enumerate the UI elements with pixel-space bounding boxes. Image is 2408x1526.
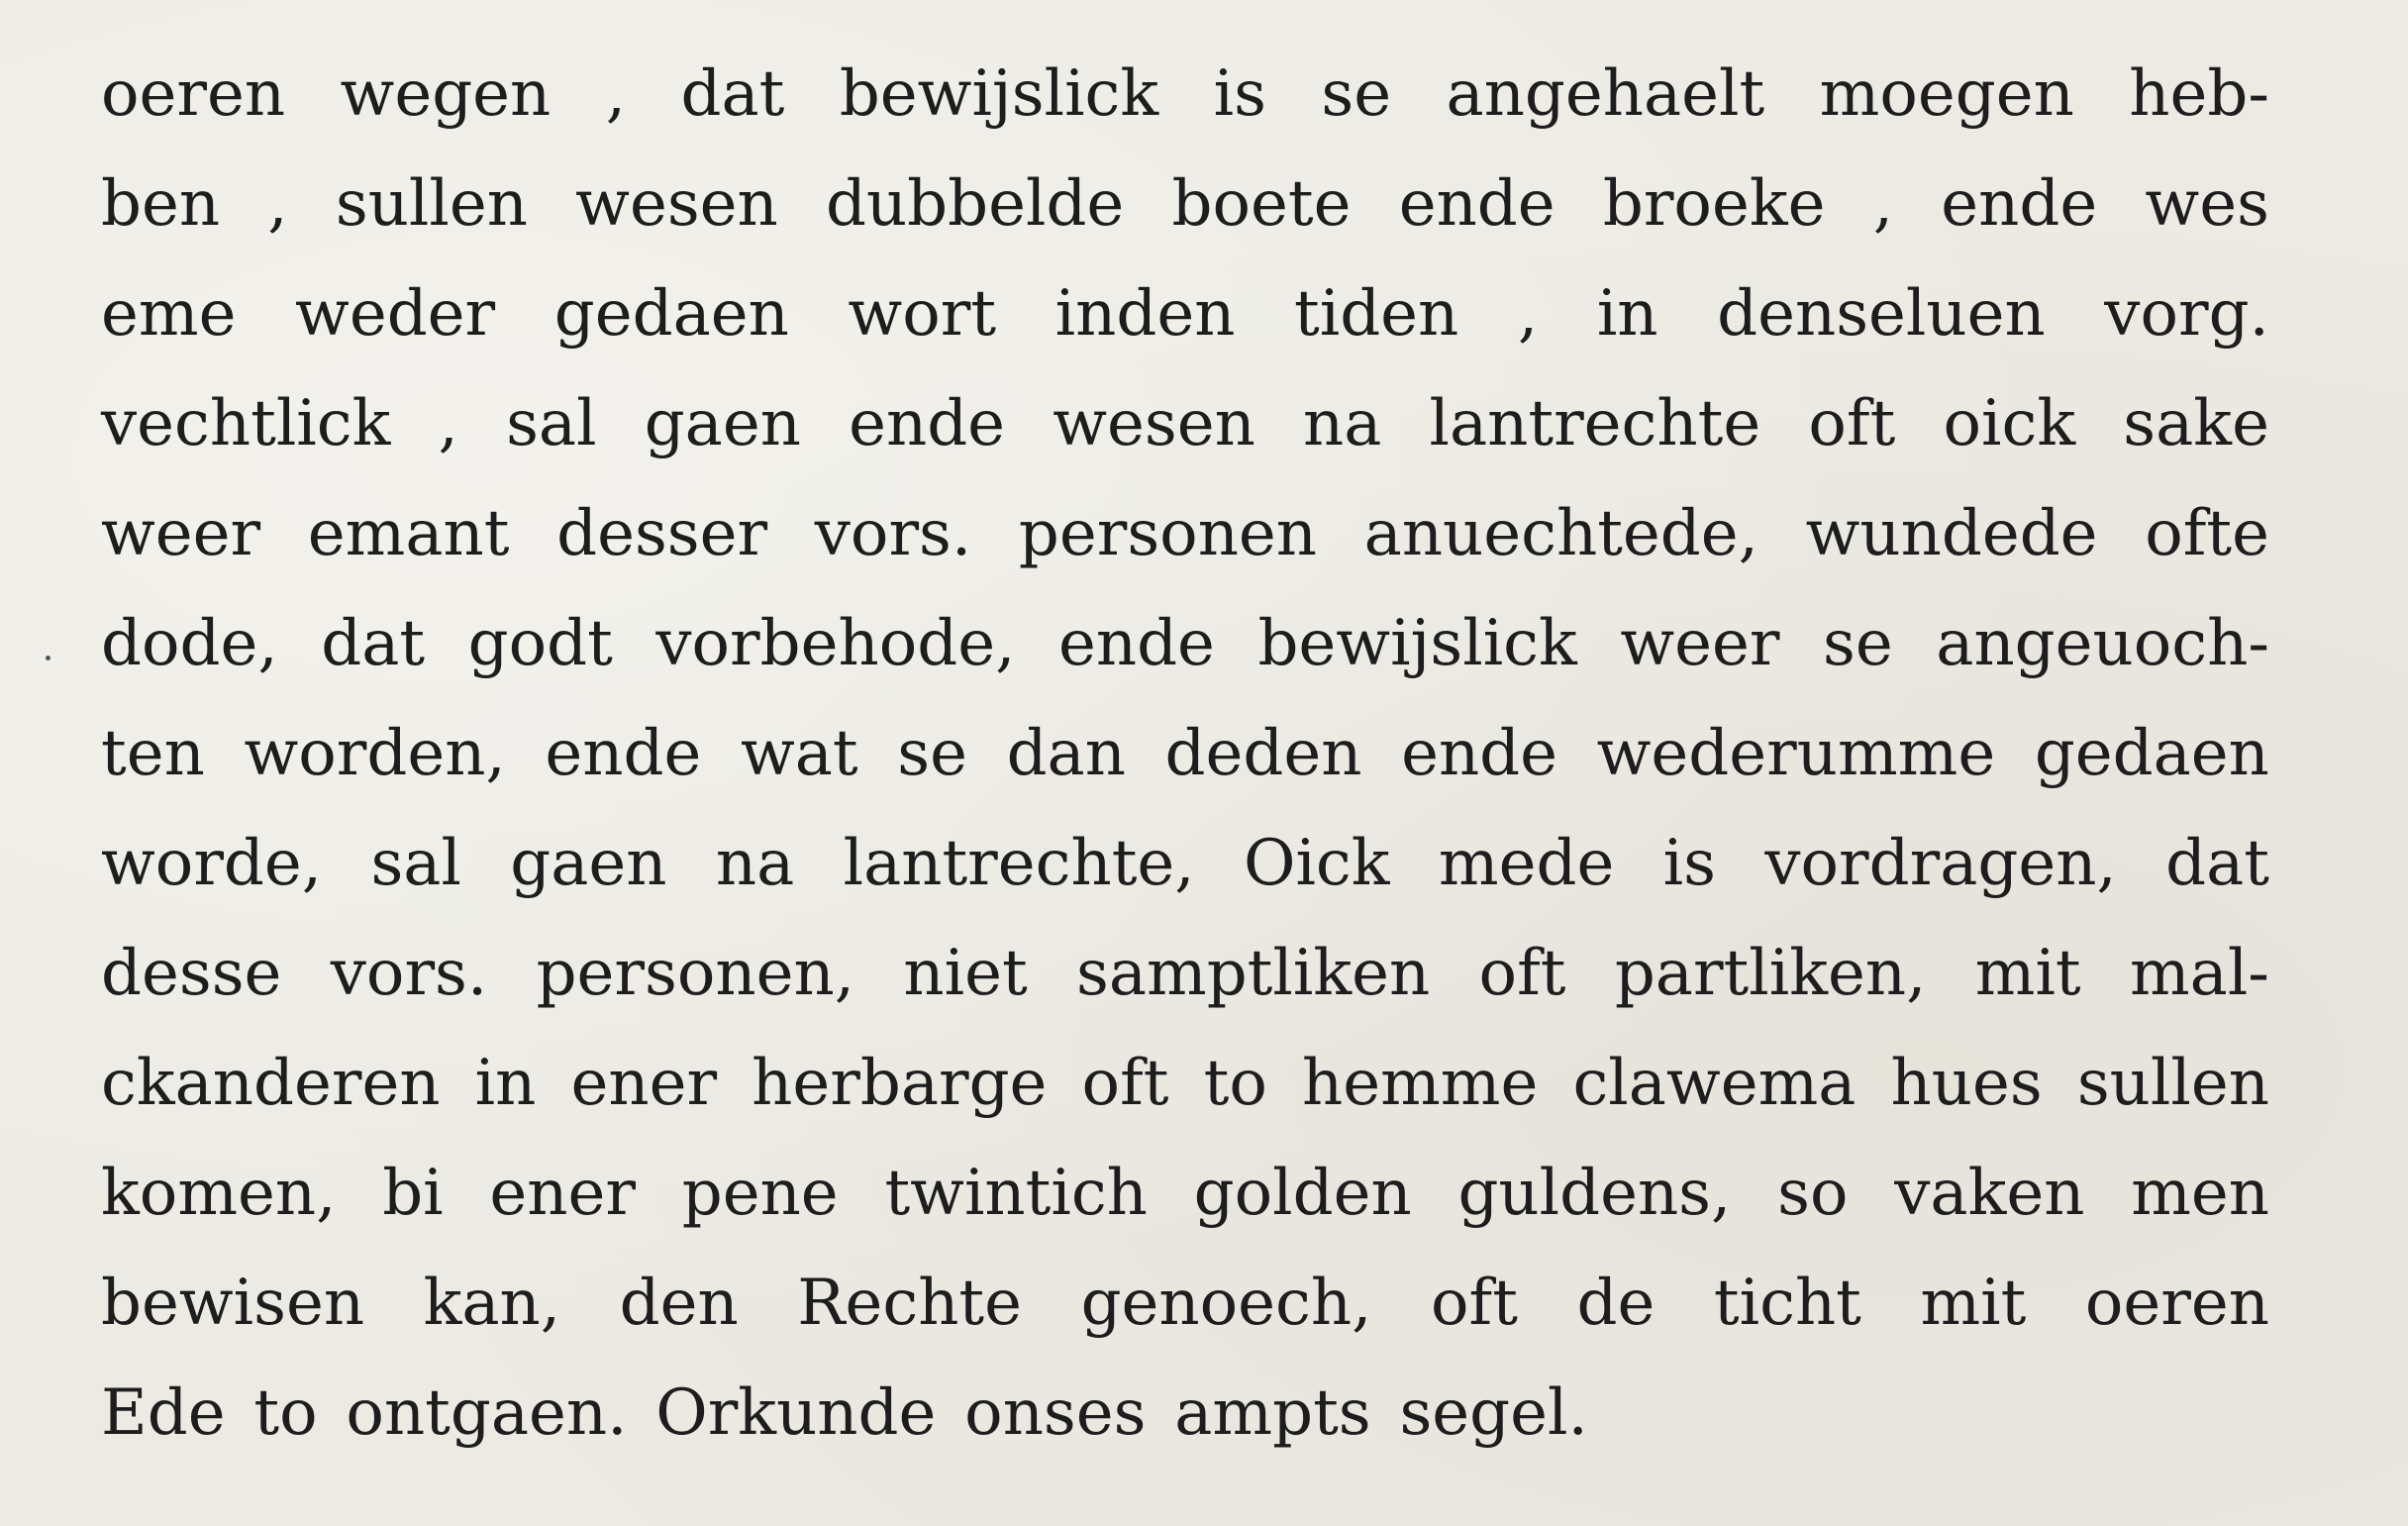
word: vaken — [1894, 1157, 2085, 1230]
word: bewijslick — [839, 57, 1159, 131]
text-line — [101, 369, 2269, 479]
word: twintich — [884, 1157, 1148, 1230]
word: wort — [848, 277, 997, 351]
word: ampts — [1174, 1376, 1371, 1450]
word: ticht — [1713, 1267, 1861, 1340]
word: ofte — [2145, 497, 2269, 570]
word: dan — [1006, 717, 1126, 790]
word: wederumme — [1596, 717, 1996, 790]
word: hues — [1890, 1047, 2043, 1120]
word: ener — [489, 1157, 636, 1230]
word: na — [715, 827, 795, 900]
word: de — [1576, 1267, 1656, 1340]
word: personen, — [536, 937, 855, 1010]
word: hemme — [1301, 1047, 1539, 1120]
word: partliken, — [1614, 937, 1927, 1010]
word: Oick — [1243, 827, 1390, 900]
word: vechtlick — [101, 387, 391, 460]
word: emant — [307, 497, 510, 570]
word: oft — [1081, 1047, 1169, 1120]
word: genoech, — [1080, 1267, 1372, 1340]
word: wat — [740, 717, 858, 790]
word: lantrechte, — [843, 827, 1195, 900]
text-line — [101, 150, 2269, 259]
word: dat — [680, 57, 785, 131]
word: se — [1823, 607, 1893, 680]
text-line — [101, 1249, 2269, 1359]
word: oeren — [101, 57, 286, 131]
word: sullen — [2076, 1047, 2269, 1120]
text-line — [101, 699, 2269, 809]
word: niet — [903, 937, 1028, 1010]
word: vors. — [814, 497, 972, 570]
word: sal — [506, 387, 597, 460]
word: broeke — [1602, 167, 1826, 241]
word: worde, — [101, 827, 323, 900]
word: ende — [1057, 607, 1215, 680]
word: mede — [1438, 827, 1615, 900]
word: den — [619, 1267, 739, 1340]
word: , — [605, 57, 627, 131]
word: oft — [1478, 937, 1566, 1010]
word: se — [1321, 57, 1392, 131]
body-text — [101, 40, 2269, 1469]
word: bi — [382, 1157, 444, 1230]
word: ten — [101, 717, 205, 790]
word: angeuoch- — [1936, 607, 2269, 680]
word: gaen — [644, 387, 801, 460]
word: sal — [370, 827, 461, 900]
word: eme — [101, 277, 237, 351]
word: vorbehode, — [655, 607, 1016, 680]
word: boete — [1171, 167, 1352, 241]
word: heb- — [2129, 57, 2269, 131]
word: so — [1777, 1157, 1849, 1230]
word: dubbelde — [825, 167, 1125, 241]
word: pene — [681, 1157, 839, 1230]
word: personen — [1018, 497, 1317, 570]
word: , — [1872, 167, 1894, 241]
word: , — [1517, 277, 1539, 351]
word: kan, — [423, 1267, 561, 1340]
word: is — [1662, 827, 1716, 900]
word: mal- — [2129, 937, 2269, 1010]
word: segel. — [1399, 1376, 1588, 1450]
text-line — [101, 259, 2269, 369]
word: clawema — [1572, 1047, 1856, 1120]
word: weer — [101, 497, 261, 570]
word: , — [438, 387, 458, 460]
text-line — [101, 589, 2269, 699]
word: vorg. — [2104, 277, 2269, 351]
word: ende — [849, 387, 1006, 460]
word: mit — [1920, 1267, 2027, 1340]
word: weer — [1620, 607, 1780, 680]
word: gaen — [510, 827, 667, 900]
word: dat — [2165, 827, 2269, 900]
word: Orkunde — [655, 1376, 937, 1450]
word: oick — [1943, 387, 2076, 460]
word: sullen — [335, 167, 528, 241]
word: is — [1213, 57, 1266, 131]
text-line — [101, 809, 2269, 919]
margin-mark — [46, 656, 50, 661]
word: weder — [295, 277, 496, 351]
word: wesen — [575, 167, 778, 241]
word: guldens, — [1457, 1157, 1732, 1230]
word: ende — [1401, 717, 1557, 790]
word: ener — [570, 1047, 718, 1120]
word: vordragen, — [1764, 827, 2117, 900]
word: desse — [101, 937, 282, 1010]
word: gedaen — [553, 277, 789, 351]
text-line-last — [101, 1359, 2269, 1469]
word: ontgaen. — [346, 1376, 628, 1450]
word: men — [2131, 1157, 2269, 1230]
word: to — [1203, 1047, 1267, 1120]
word: ende — [1398, 167, 1555, 241]
word: ben — [101, 167, 221, 241]
word: ckanderen — [101, 1047, 441, 1120]
word: wesen — [1053, 387, 1255, 460]
word: dat — [321, 607, 426, 680]
word: oeren — [2084, 1267, 2269, 1340]
word: Rechte — [797, 1267, 1022, 1340]
word: moegen — [1819, 57, 2074, 131]
word: se — [897, 717, 967, 790]
bleed-through-text — [119, 1464, 2248, 1503]
word: na — [1302, 387, 1382, 460]
word: denseluen — [1717, 277, 2046, 351]
word: in — [474, 1047, 537, 1120]
word: golden — [1193, 1157, 1412, 1230]
word: , — [267, 167, 288, 241]
word: tiden — [1294, 277, 1459, 351]
text-line — [101, 40, 2269, 150]
word: bewisen — [101, 1267, 365, 1340]
text-line — [101, 1139, 2269, 1249]
word: oft — [1431, 1267, 1518, 1340]
word: ende — [1941, 167, 2098, 241]
word: herbarge — [752, 1047, 1048, 1120]
text-line — [101, 479, 2269, 589]
word: dode, — [101, 607, 278, 680]
word: lantrechte — [1429, 387, 1761, 460]
word: inden — [1054, 277, 1236, 351]
word: wundede — [1805, 497, 2098, 570]
word: vors. — [330, 937, 488, 1010]
word: oft — [1808, 387, 1896, 460]
word: angehaelt — [1446, 57, 1765, 131]
word: gedaen — [2034, 717, 2269, 790]
word: Ede — [101, 1376, 226, 1450]
word: sake — [2123, 387, 2269, 460]
word: komen, — [101, 1157, 337, 1230]
word: godt — [467, 607, 613, 680]
word: wes — [2145, 167, 2269, 241]
text-line — [101, 919, 2269, 1029]
word: worden, — [244, 717, 506, 790]
word: in — [1596, 277, 1658, 351]
word: deden — [1164, 717, 1362, 790]
word: bewijslick — [1257, 607, 1577, 680]
word: mit — [1974, 937, 2081, 1010]
word: anuechtede, — [1363, 497, 1758, 570]
word: desser — [556, 497, 768, 570]
word: samptliken — [1076, 937, 1431, 1010]
word: wegen — [340, 57, 552, 131]
word: onses — [964, 1376, 1147, 1450]
word: ende — [545, 717, 702, 790]
word: to — [253, 1376, 318, 1450]
text-line — [101, 1029, 2269, 1139]
